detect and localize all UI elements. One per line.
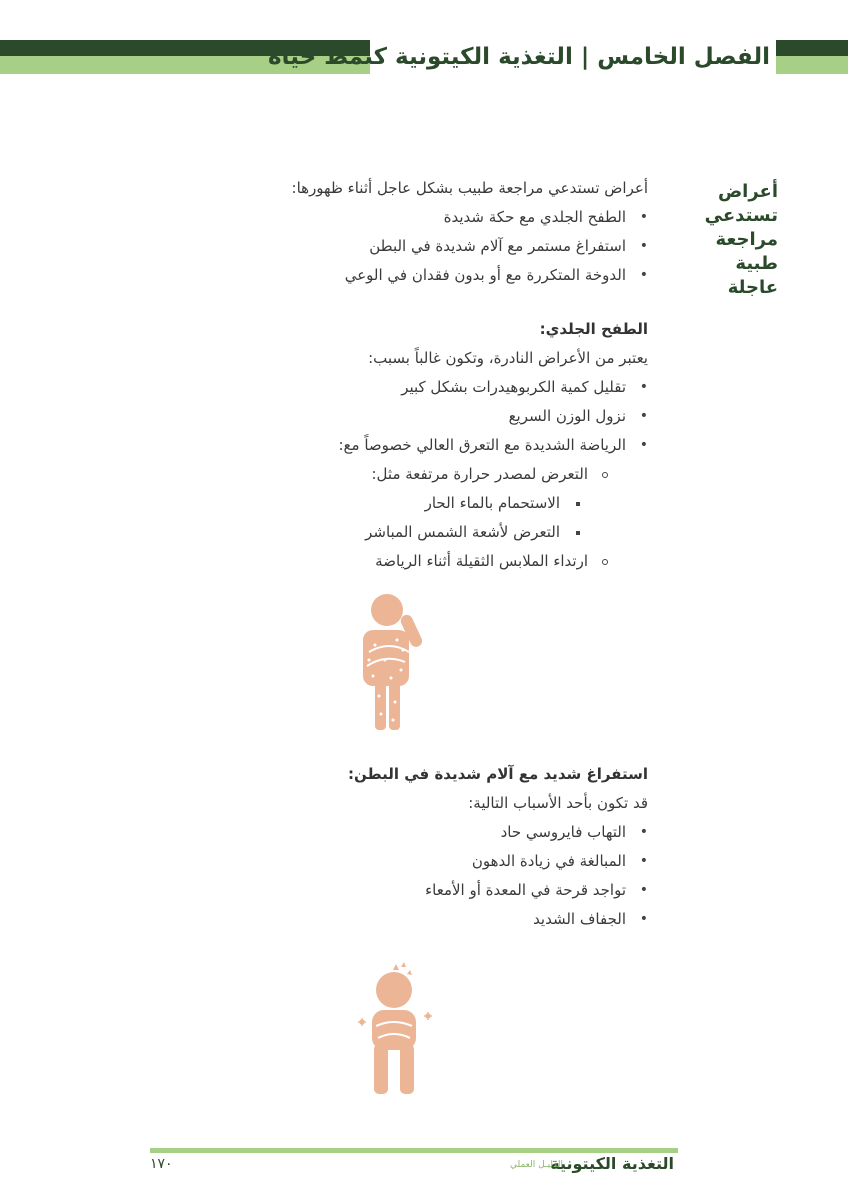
stomach-pain-figure xyxy=(352,960,436,1096)
side-title-line: أعراض xyxy=(717,181,778,202)
list-item: • الجفاف الشديد xyxy=(88,905,648,934)
list-item: • تقليل كمية الكربوهيدرات بشكل كبير xyxy=(88,373,648,402)
footer-line xyxy=(150,1148,678,1153)
intro-list xyxy=(88,203,648,290)
list-item: • الطفح الجلدي مع حكة شديدة xyxy=(88,203,648,232)
rash-section xyxy=(88,315,648,576)
side-title xyxy=(668,180,778,300)
page-number: ١٧٠ xyxy=(150,1156,173,1172)
chapter-title: الفصل الخامس | التغذية الكيتونية كنمط حياة xyxy=(267,44,770,70)
list-item: • التهاب فايروسي حاد xyxy=(88,818,648,847)
vomit-lead: قد تكون بأحد الأسباب التالية: xyxy=(468,794,648,812)
list-item: • استفراغ مستمر مع آلام شديدة في البطن xyxy=(88,232,648,261)
rash-person-figure xyxy=(355,590,425,732)
vomit-section xyxy=(88,760,648,934)
intro-lead: أعراض تستدعي مراجعة طبيب بشكل عاجل أثناء ظهورها: xyxy=(291,179,648,197)
header-bar-light-right xyxy=(776,56,848,74)
list-item: • تواجد قرحة في المعدة أو الأمعاء xyxy=(88,876,648,905)
rash-lead: يعتبر من الأعراض النادرة، وتكون غالباً بسبب: xyxy=(368,349,648,367)
footer-subtitle: الدليـل العملي xyxy=(509,1160,563,1170)
footer-brand: التغذية الكيتونية xyxy=(550,1154,674,1173)
intro-section xyxy=(88,174,648,290)
sub-list-item: ارتداء الملابس الثقيلة أثناء الرياضة xyxy=(88,547,648,576)
list-item: • نزول الوزن السريع xyxy=(88,402,648,431)
sub-list-item: التعرض لمصدر حرارة مرتفعة مثل: xyxy=(88,460,648,489)
list-item: • الرياضة الشديدة مع التعرق العالي خصوصاً مع: xyxy=(88,431,648,460)
side-title-line: عاجلة xyxy=(727,277,778,298)
side-title-line: مراجعة طبية xyxy=(715,229,778,274)
sub-sub-list-item: التعرض لأشعة الشمس المباشر xyxy=(88,518,648,547)
list-item: • المبالغة في زيادة الدهون xyxy=(88,847,648,876)
list-item: • الدوخة المتكررة مع أو بدون فقدان في الوعي xyxy=(88,261,648,290)
rash-list xyxy=(88,373,648,576)
rash-heading: الطفح الجلدي: xyxy=(539,320,648,338)
side-title-line: تستدعي xyxy=(704,205,778,226)
vomit-list xyxy=(88,818,648,934)
vomit-heading: استفراغ شديد مع آلام شديدة في البطن: xyxy=(348,765,648,783)
sub-sub-list-item: الاستحمام بالماء الحار xyxy=(88,489,648,518)
header-bar-dark-right xyxy=(776,40,848,56)
